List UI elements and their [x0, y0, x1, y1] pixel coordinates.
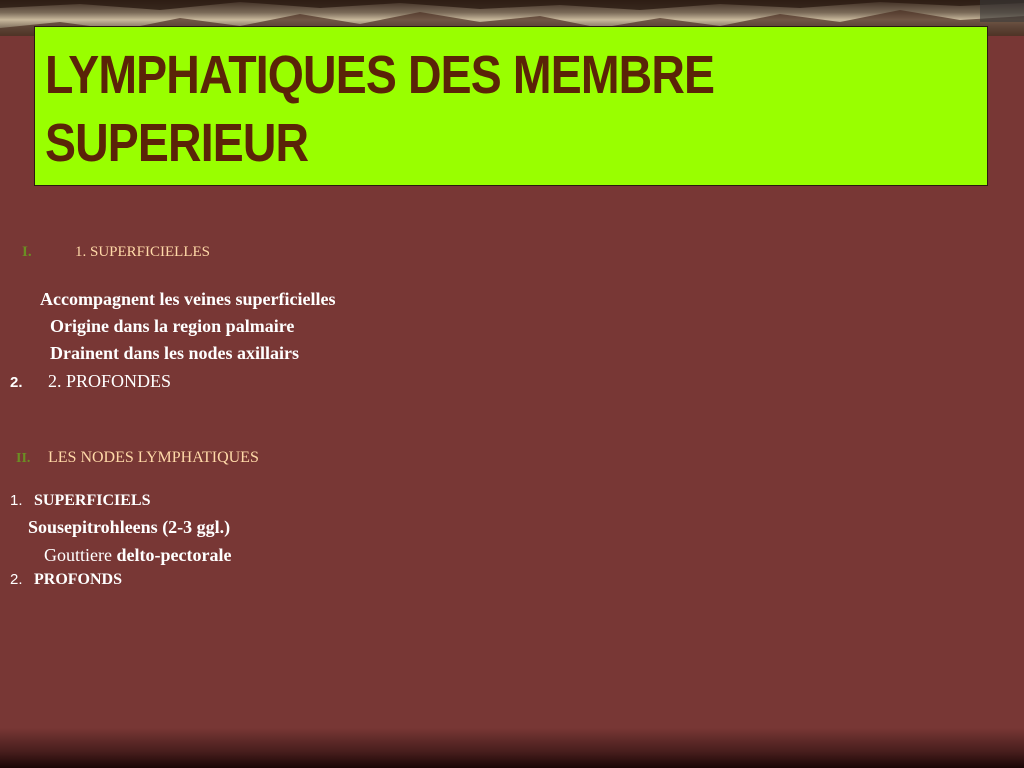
section2-line-a: Sousepitrohleens (2-3 ggl.) [28, 517, 231, 537]
bottom-shade [0, 728, 1024, 768]
section2-item1-text: SUPERFICIELS [34, 492, 151, 509]
section2-heading-line [16, 449, 259, 467]
section1-line-1: Accompagnent les veines superficielles [40, 289, 336, 309]
page-title: LYMPHATIQUES DES MEMBRE SUPERIEUR [45, 45, 715, 173]
section1-marker: I. [22, 244, 32, 260]
section2-line-b-bold: delto-pectorale [116, 545, 232, 565]
section2-item2-text: PROFONDS [34, 571, 122, 588]
section1-line-2: Origine dans la region palmaire [50, 316, 295, 336]
section2-line-b-normal: Gouttiere [44, 545, 112, 565]
section1-sub2-text: 2. PROFONDES [48, 371, 172, 391]
section1-line-3: Drainent dans les nodes axillairs [50, 343, 300, 363]
section1-heading-line [22, 244, 211, 261]
title-box [34, 26, 988, 186]
section2-item1-line [10, 492, 151, 510]
section2-item2-marker: 2. [10, 571, 23, 588]
section2-item2-line [10, 571, 122, 589]
section2-heading: LES NODES LYMPHATIQUES [48, 449, 259, 466]
section2-line-b [44, 545, 231, 566]
section2-item1-marker: 1. [10, 492, 23, 509]
section1-heading: 1. SUPERFICIELLES [75, 244, 211, 260]
section2-marker: II. [16, 451, 31, 466]
section1-sub2-marker: 2. [10, 374, 23, 391]
section1-sub2-line [10, 371, 172, 392]
